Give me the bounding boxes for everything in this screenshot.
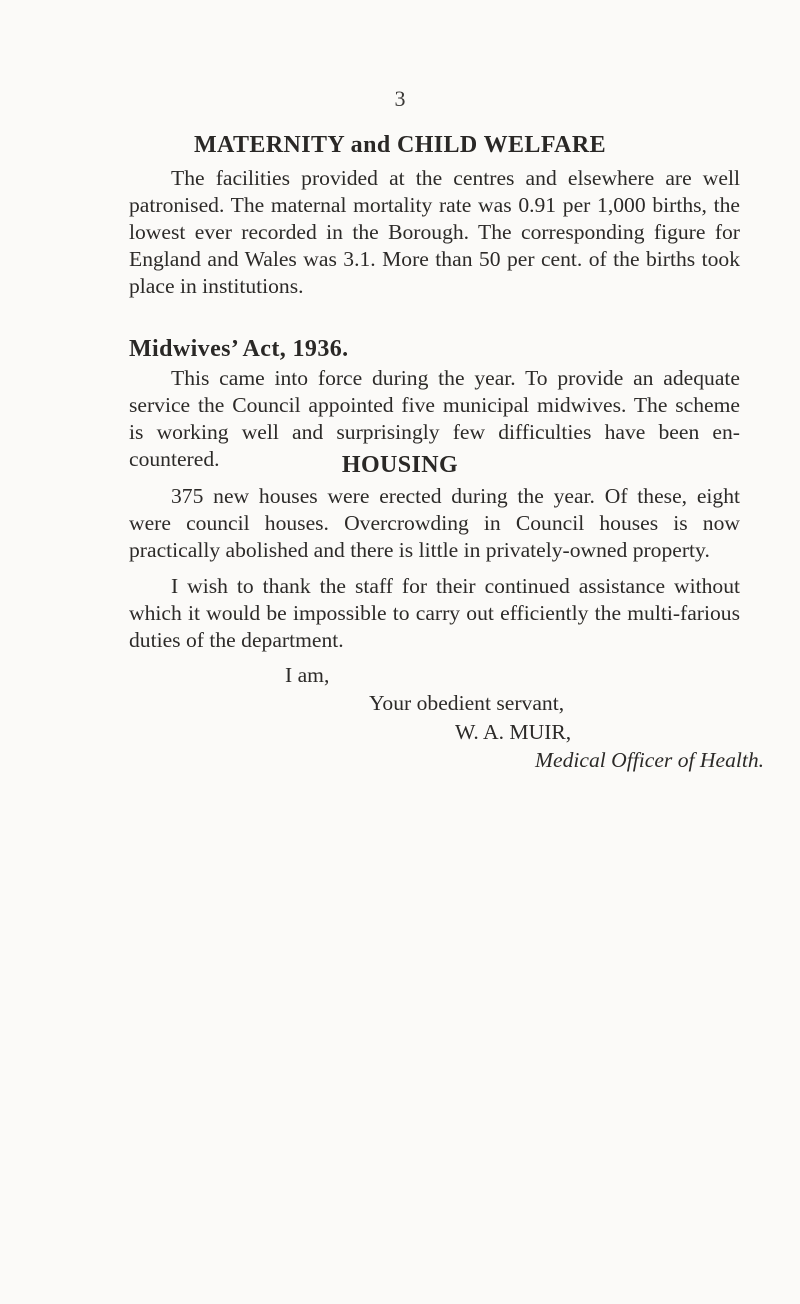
closing-salutation: I am,	[285, 663, 330, 687]
section-heading-maternity: MATERNITY and CHILD WELFARE	[194, 132, 606, 158]
signature-name: W. A. MUIR,	[455, 720, 572, 744]
paragraph-maternity: The facilities provided at the centres and elsewhere are well patronised. The maternal mortality rate was 0.91 per 1,000 births, the lowest ever recorded in the Borough. The corresponding figure for England and Wales was 3.1. More than 50 per cent. of the births took place in institutions.	[129, 166, 740, 298]
section-heading-midwives: Midwives’ Act, 1936.	[129, 336, 349, 362]
closing-servant: Your obedient servant,	[369, 691, 565, 715]
paragraph-midwives: This came into force during the year. To provide an adequate service the Council appointed five municipal midwives. The scheme is working well and surprisingly few difficulties have been en-countered.	[129, 366, 740, 471]
page-number: 3	[394, 86, 406, 111]
paragraph-housing: 375 new houses were erected during the year. Of these, eight were council houses. Overcrowding in Council houses is now practically abolished and there is little in privately-owned property.	[129, 484, 740, 562]
section-heading-housing: HOUSING	[341, 452, 459, 478]
paragraph-thanks: I wish to thank the staff for their continued assistance without which it would be impossible to carry out efficiently the multi-farious duties of the department.	[129, 574, 740, 652]
signature-title: Medical Officer of Health.	[535, 748, 765, 772]
